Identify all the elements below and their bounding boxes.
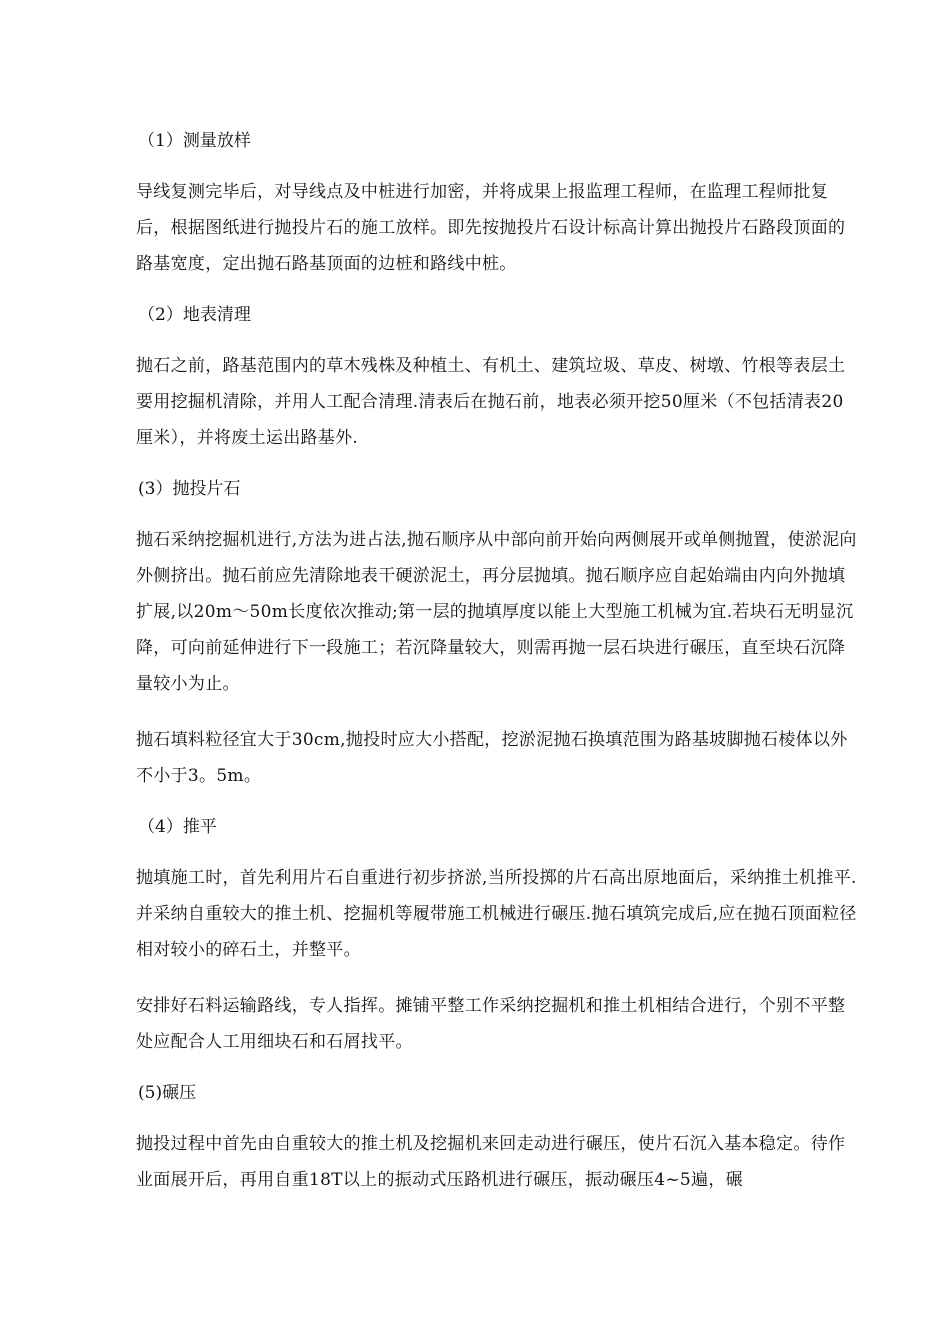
section-heading-4: （4）推平 [138,817,217,837]
section-4-paragraph-2: 安排好石料运输路线，专人指挥。摊铺平整工作采纳挖掘机和推土机相结合进行，个别不平整处应配合人工用细块石和石屑找平。 [136,996,846,1052]
section-3-paragraph-1: 抛石采纳挖掘机进行,方法为进占法,抛石顺序从中部向前开始向两侧展开或单侧抛置，使淤泥向外侧挤出。抛石前应先清除地表干硬淤泥土，再分层抛填。抛石顺序应自起始端由内向外抛填扩展,以20m～50m长度依次推动;第一层的抛填厚度以能上大型施工机械为宜.若块石无明显沉降，可向前延伸进行下一段施工；若沉降量较大，则需再抛一层石块进行碾压，直至块石沉降量较小为止。 [136,530,857,694]
section-3-paragraph-2: 抛石填料粒径宜大于30cm,抛投时应大小搭配，挖淤泥抛石换填范围为路基坡脚抛石棱体以外不小于3。5m。 [136,730,848,786]
section-5-paragraph-1: 抛投过程中首先由自重较大的推土机及挖掘机来回走动进行碾压，使片石沉入基本稳定。待作业面展开后，再用自重18T以上的振动式压路机进行碾压，振动碾压4~5遍，碾 [136,1134,846,1190]
section-heading-5: (5)碾压 [138,1083,197,1103]
section-4-paragraph-1: 抛填施工时，首先利用片石自重进行初步挤淤,当所投掷的片石高出原地面后，采纳推土机推平.并采纳自重较大的推土机、挖掘机等履带施工机械进行碾压.抛石填筑完成后,应在抛石顶面粒径相对较小的碎石土，并整平。 [136,868,857,960]
section-heading-2: （2）地表清理 [138,305,251,325]
document-page [136,128,860,1198]
section-heading-3: (3）抛投片石 [138,479,241,499]
section-1-paragraph-1: 导线复测完毕后，对导线点及中桩进行加密，并将成果上报监理工程师，在监理工程师批复后，根据图纸进行抛投片石的施工放样。即先按抛投片石设计标高计算出抛投片石路段顶面的路基宽度，定出抛石路基顶面的边桩和路线中桩。 [136,182,846,274]
section-2-paragraph-1: 抛石之前，路基范围内的草木残株及种植土、有机土、建筑垃圾、草皮、树墩、竹根等表层土要用挖掘机清除，并用人工配合清理.清表后在抛石前，地表必须开挖50厘米（不包括清表20厘米），并将废土运出路基外. [136,356,846,448]
section-heading-1: （1）测量放样 [138,131,251,151]
